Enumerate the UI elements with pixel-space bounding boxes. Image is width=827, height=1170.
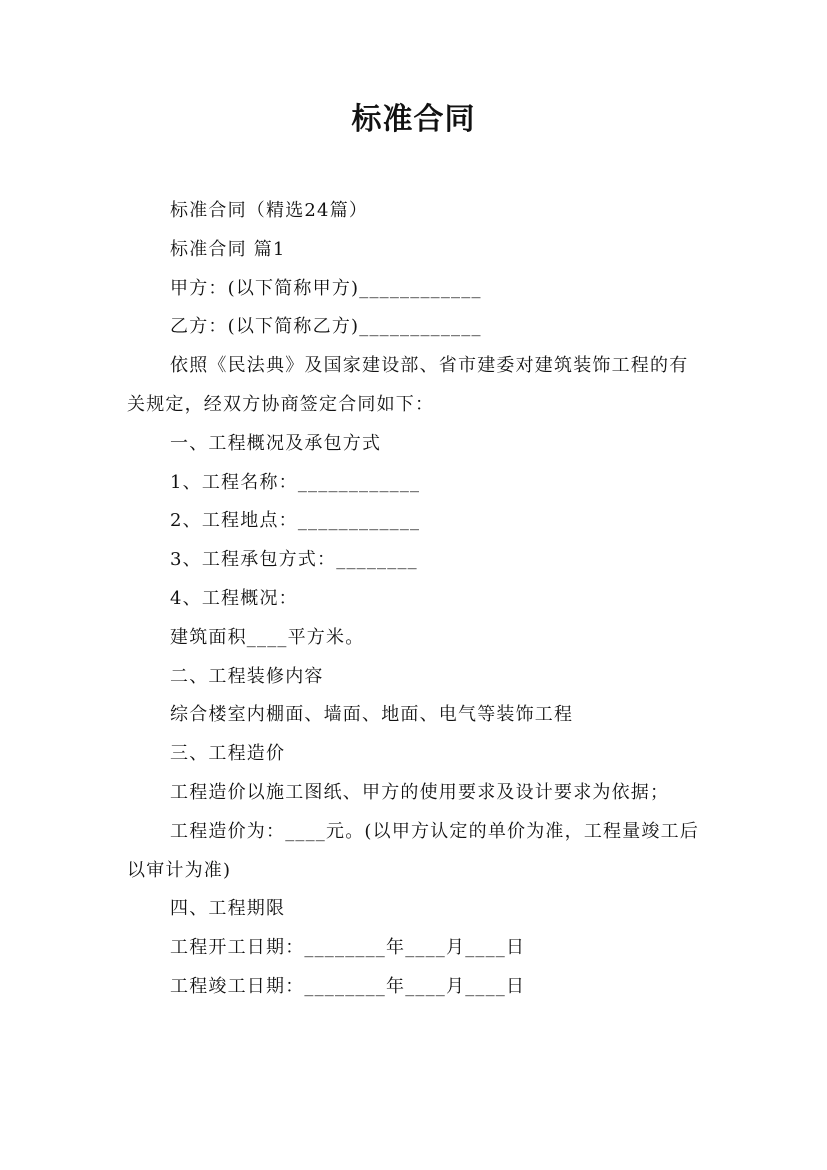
paragraph: 1、工程名称：____________	[170, 471, 421, 493]
paragraph: 3、工程承包方式：________	[170, 549, 418, 571]
paragraph: 标准合同（精选24篇）	[170, 200, 369, 221]
paragraph: 四、工程期限	[170, 898, 286, 920]
paragraph: 工程开工日期：________年____月____日	[170, 937, 526, 959]
paragraph: 二、工程装修内容	[170, 665, 324, 687]
paragraph: 综合楼室内棚面、墙面、地面、电气等装饰工程	[170, 704, 574, 726]
paragraph: 依照《民法典》及国家建设部、省市建委对建筑装饰工程的有关规定，经双方协商签定合同如下：	[127, 355, 689, 415]
paragraph: 工程造价以施工图纸、甲方的使用要求及设计要求为依据；	[170, 781, 670, 803]
paragraph: 2、工程地点：____________	[170, 510, 421, 532]
paragraph: 工程竣工日期：________年____月____日	[170, 975, 526, 997]
paragraph: 三、工程造价	[170, 743, 286, 765]
document-title: 标准合同	[351, 102, 476, 137]
paragraph: 乙方：(以下简称乙方)____________	[170, 316, 482, 338]
document-body	[127, 192, 705, 1007]
paragraph: 甲方：(以下简称甲方)____________	[170, 277, 482, 299]
paragraph: 标准合同 篇1	[170, 238, 286, 260]
paragraph: 一、工程概况及承包方式	[170, 432, 382, 454]
paragraph: 建筑面积____平方米。	[170, 626, 365, 648]
paragraph: 4、工程概况：	[170, 587, 298, 609]
paragraph: 工程造价为：____元。(以甲方认定的单价为准，工程量竣工后以审计为准)	[127, 820, 700, 881]
